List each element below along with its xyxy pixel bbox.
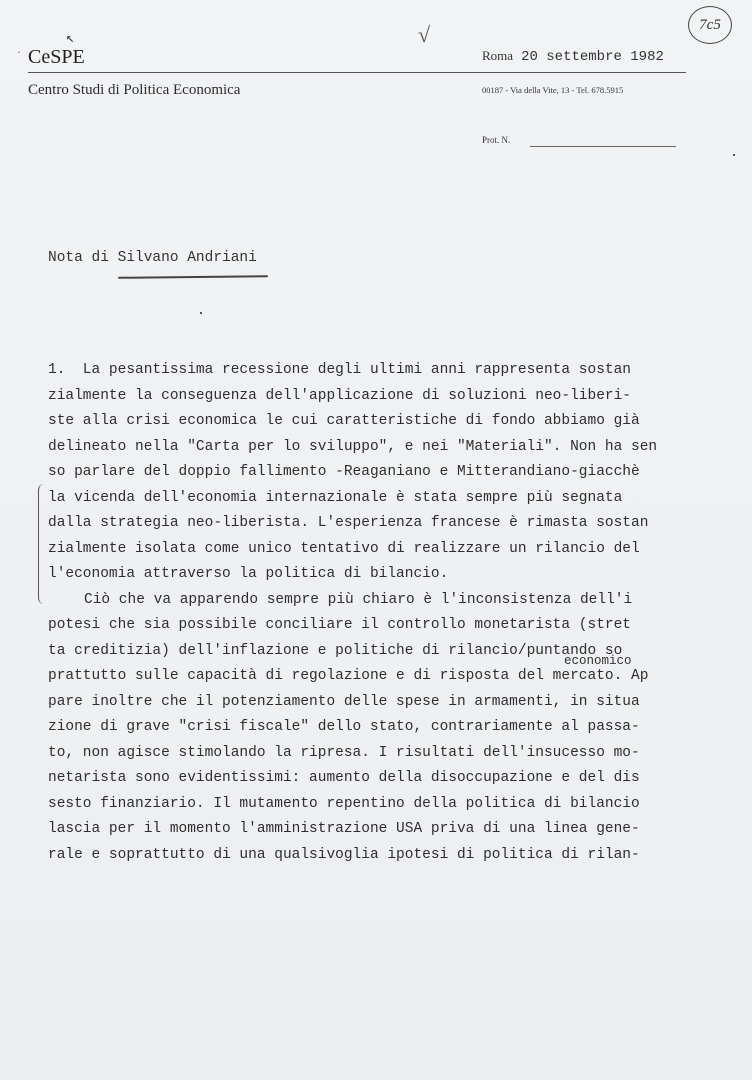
text-line: pare inoltre che il potenziamento delle spese in armamenti, in situa bbox=[48, 693, 640, 710]
protocol-line bbox=[530, 146, 676, 147]
date-value: 20 settembre 1982 bbox=[521, 49, 664, 65]
text-line: sesto finanziario. Il mutamento repentino della politica di bilancio bbox=[48, 795, 640, 812]
text-line: netarista sono evidentissimi: aumento della disoccupazione e del dis bbox=[48, 770, 640, 786]
header-divider bbox=[28, 72, 686, 73]
check-mark: √ bbox=[418, 22, 431, 47]
text-line: dalla strategia neo-liberista. L'esperienza francese è rimasta sostan bbox=[48, 515, 649, 531]
text-line: Ciò che va apparendo sempre più chiaro è l'inconsistenza dell'i bbox=[84, 591, 633, 608]
handwritten-mark: ↖ bbox=[66, 31, 75, 47]
date-city: Roma bbox=[482, 48, 514, 63]
body-text bbox=[48, 358, 708, 868]
text-line: delineato nella "Carta per lo sviluppo", e nei "Materiali". Non ha sen bbox=[48, 438, 658, 455]
text-line: rale e soprattutto di una qualsivoglia ipotesi di politica di rilan- bbox=[48, 846, 640, 863]
text-line: to, non agisce stimolando la ripresa. I risultati dell'insucesso mo- bbox=[48, 744, 640, 761]
text-line: lascia per il momento l'amministrazione USA priva di una linea gene- bbox=[48, 821, 640, 837]
text-line: 1. La pesantissima recessione degli ultimi anni rappresenta sostan bbox=[48, 362, 631, 378]
interlinear-insert: economico bbox=[564, 654, 632, 668]
text-line: zialmente la conseguenza dell'applicazione di soluzioni neo-liberi- bbox=[48, 387, 631, 404]
text-line: potesi che sia possibile conciliare il controllo monetarista (stret bbox=[48, 617, 631, 633]
organization-address: 00187 - Via della Vite, 13 - Tel. 678.5915 bbox=[482, 85, 624, 95]
margin-bracket bbox=[38, 484, 45, 604]
text-line: zialmente isolata come unico tentativo di realizzare un rilancio del bbox=[48, 540, 640, 557]
text-line: la vicenda dell'economia internazionale è stata sempre più segnata bbox=[48, 489, 623, 506]
letter-date bbox=[482, 48, 664, 65]
text-line: l'economia attraverso la politica di bilancio. bbox=[48, 566, 449, 582]
text-line: zione di grave "crisi fiscale" dello stato, contrariamente al passa- bbox=[48, 719, 640, 735]
speck bbox=[200, 312, 202, 314]
title-underline bbox=[118, 275, 268, 279]
text-line: so parlare del doppio fallimento -Reaganiano e Mitterandiano-giacchè bbox=[48, 464, 640, 480]
protocol-label: Prot. N. bbox=[482, 135, 511, 145]
archive-stamp: 7c5 bbox=[688, 6, 732, 44]
cespe-logo: CeSPE bbox=[28, 46, 85, 68]
ink-mark: ´ bbox=[16, 52, 23, 63]
text-line: prattutto sulle capacità di regolazione e di risposta del mercato. Ap bbox=[48, 668, 649, 684]
organization-name: Centro Studi di Politica Economica bbox=[28, 82, 241, 98]
text-line: ta creditizia) dell'inflazione e politiche di rilancio/puntando so bbox=[48, 642, 623, 659]
text-line: ste alla crisi economica le cui caratteristiche di fondo abbiamo già bbox=[48, 413, 640, 429]
speck bbox=[733, 154, 735, 156]
document-title: Nota di Silvano Andriani bbox=[48, 250, 257, 266]
